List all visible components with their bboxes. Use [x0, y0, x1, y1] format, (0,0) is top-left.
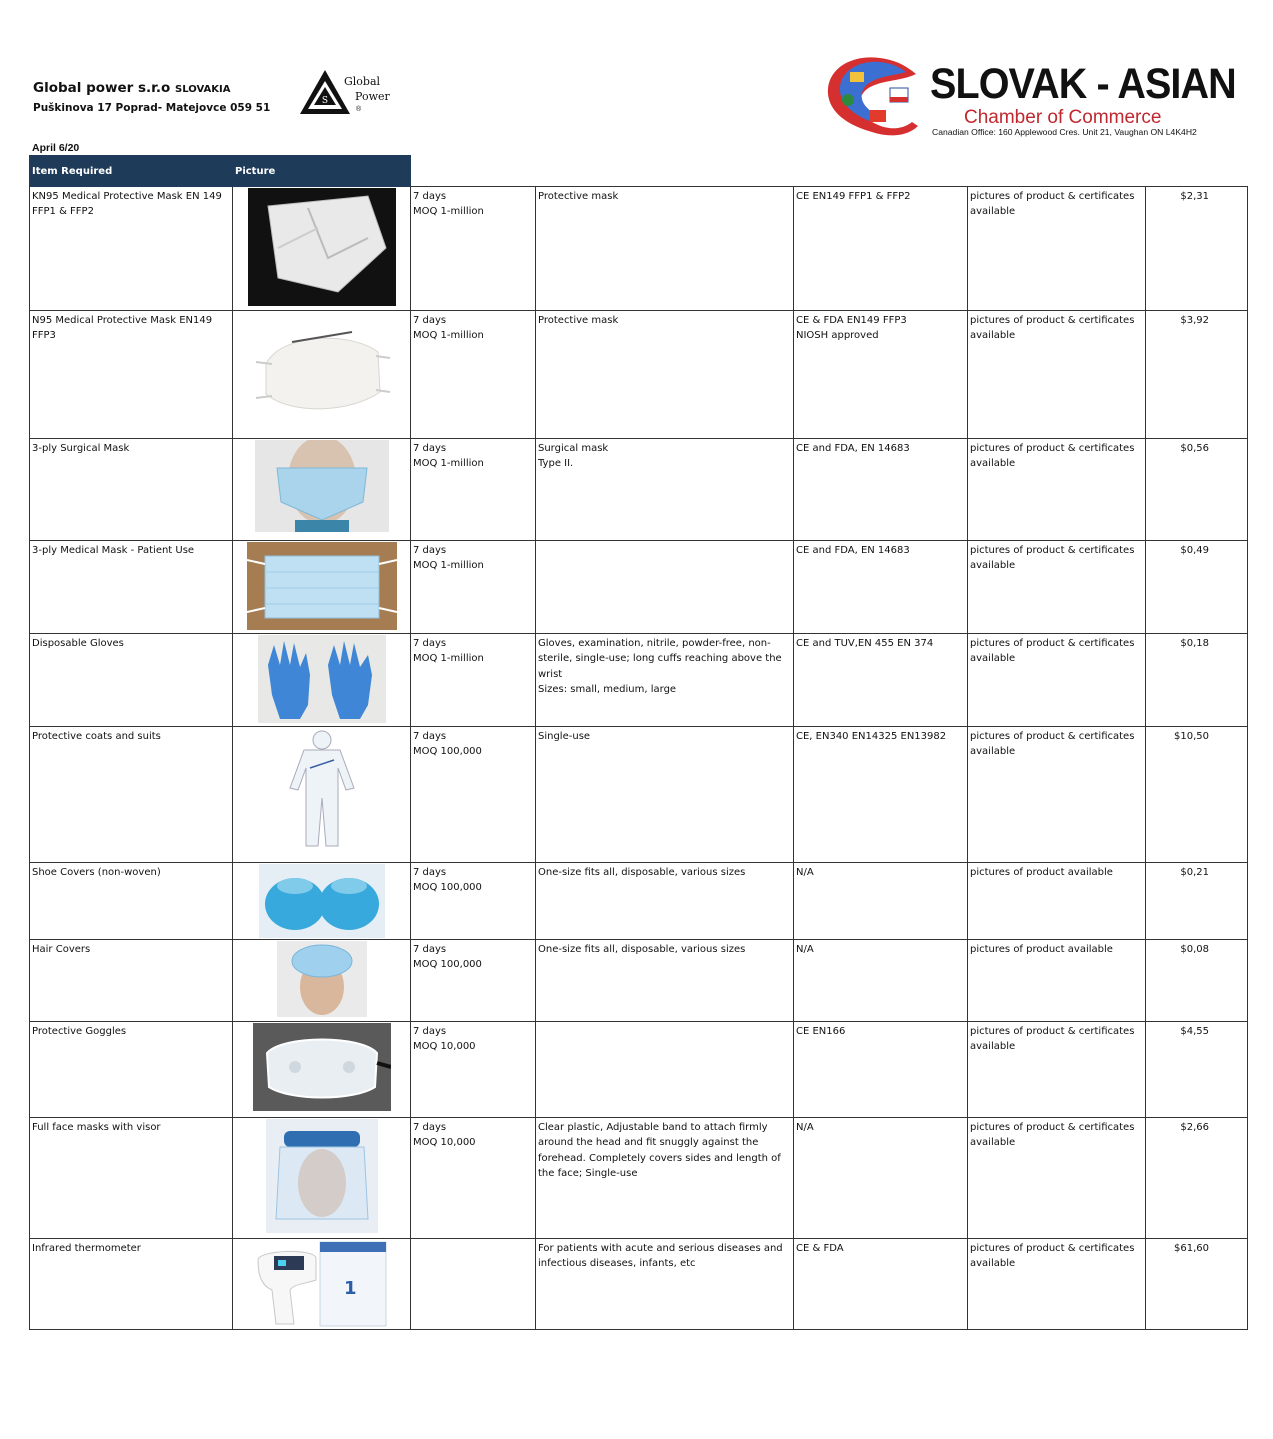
- description: Protective mask: [536, 187, 794, 311]
- documents: pictures of product & certificates available: [968, 439, 1146, 541]
- documents: pictures of product & certificates available: [968, 1022, 1146, 1118]
- medical-mask-icon: [247, 542, 397, 630]
- documents: pictures of product available: [968, 940, 1146, 1022]
- documents: pictures of product & certificates available: [968, 727, 1146, 863]
- chamber-logo: [820, 52, 1240, 147]
- picture-cell: [233, 863, 411, 940]
- surgical-mask-icon: [255, 440, 389, 532]
- svg-text:1: 1: [343, 1278, 357, 1299]
- price: $2,31: [1146, 187, 1248, 311]
- price: $0,08: [1146, 940, 1248, 1022]
- table-header-row: [30, 156, 1248, 187]
- delivery-moq: 7 days MOQ 100,000: [411, 863, 536, 940]
- header-item-required: Item Required: [30, 156, 233, 187]
- item-name: 3-ply Medical Mask - Patient Use: [30, 541, 233, 634]
- documents: pictures of product & certificates available: [968, 634, 1146, 727]
- company-name-line: [33, 80, 270, 96]
- documents: pictures of product & certificates available: [968, 187, 1146, 311]
- flags-globe-logo-icon: [820, 52, 930, 144]
- n95-mask-icon: [252, 312, 392, 432]
- delivery-moq: 7 days MOQ 1-million: [411, 311, 536, 439]
- documents: pictures of product & certificates available: [968, 311, 1146, 439]
- description: Clear plastic, Adjustable band to attach firmly around the head and fit snuggly against the forehead. Completely covers sides and length of the face; Single-use: [536, 1118, 794, 1239]
- header-blank: [968, 156, 1146, 187]
- description: For patients with acute and serious diseases and infectious diseases, infants, etc: [536, 1239, 794, 1330]
- description: Surgical mask Type II.: [536, 439, 794, 541]
- certification: CE and FDA, EN 14683: [794, 439, 968, 541]
- chamber-title: SLOVAK - ASIAN: [930, 60, 1236, 108]
- description: One-size fits all, disposable, various sizes: [536, 863, 794, 940]
- documents: pictures of product & certificates available: [968, 541, 1146, 634]
- kn95-mask-icon: [248, 188, 396, 306]
- picture-cell: [233, 439, 411, 541]
- item-name: Protective coats and suits: [30, 727, 233, 863]
- certification: CE and FDA, EN 14683: [794, 541, 968, 634]
- picture-cell: [233, 311, 411, 439]
- price: $3,92: [1146, 311, 1248, 439]
- picture-cell: [233, 1239, 411, 1330]
- picture-cell: [233, 940, 411, 1022]
- table-row: [30, 1022, 1248, 1118]
- documents: pictures of product available: [968, 863, 1146, 940]
- description: Protective mask: [536, 311, 794, 439]
- item-name: Hair Covers: [30, 940, 233, 1022]
- item-name: Shoe Covers (non-woven): [30, 863, 233, 940]
- chamber-office-address: Canadian Office: 160 Applewood Cres. Unit 21, Vaughan ON L4K4H2: [932, 127, 1197, 137]
- shoe-covers-icon: [259, 864, 385, 938]
- picture-cell: [233, 634, 411, 727]
- company-name: Global power s.r.o: [33, 80, 171, 96]
- table-row: [30, 863, 1248, 940]
- company-country: SLOVAKIA: [175, 84, 231, 95]
- item-name: Infrared thermometer: [30, 1239, 233, 1330]
- picture-cell: [233, 1022, 411, 1118]
- delivery-moq: 7 days MOQ 1-million: [411, 439, 536, 541]
- hair-cover-icon: [277, 941, 367, 1017]
- price: $4,55: [1146, 1022, 1248, 1118]
- delivery-moq: 7 days MOQ 100,000: [411, 940, 536, 1022]
- certification: N/A: [794, 940, 968, 1022]
- item-name: KN95 Medical Protective Mask EN 149 FFP1 & FFP2: [30, 187, 233, 311]
- description: [536, 541, 794, 634]
- item-name: N95 Medical Protective Mask EN149 FFP3: [30, 311, 233, 439]
- goggles-icon: [253, 1023, 391, 1111]
- description: Gloves, examination, nitrile, powder-free, non-sterile, single-use; long cuffs reaching above the wrist Sizes: small, medium, large: [536, 634, 794, 727]
- delivery-moq: 7 days MOQ 1-million: [411, 187, 536, 311]
- header-picture: Picture: [233, 156, 411, 187]
- certification: CE, EN340 EN14325 EN13982: [794, 727, 968, 863]
- header-blank: [794, 156, 968, 187]
- table-row: [30, 634, 1248, 727]
- description: One-size fits all, disposable, various sizes: [536, 940, 794, 1022]
- table-row: [30, 727, 1248, 863]
- certification: CE EN166: [794, 1022, 968, 1118]
- price: $0,21: [1146, 863, 1248, 940]
- price: $0,49: [1146, 541, 1248, 634]
- table-row: [30, 541, 1248, 634]
- face-visor-icon: [266, 1119, 378, 1233]
- logo-line-2: Power: [355, 90, 390, 103]
- delivery-moq: 7 days MOQ 100,000: [411, 727, 536, 863]
- price: $10,50: [1146, 727, 1248, 863]
- protective-suit-icon: [282, 728, 362, 854]
- picture-cell: [233, 541, 411, 634]
- svg-text:S: S: [321, 96, 329, 106]
- global-power-logo: [298, 68, 390, 118]
- certification: N/A: [794, 863, 968, 940]
- price: $0,18: [1146, 634, 1248, 727]
- picture-cell: [233, 727, 411, 863]
- delivery-moq: 7 days MOQ 10,000: [411, 1118, 536, 1239]
- table-row: [30, 1239, 1248, 1330]
- thermometer-icon: [254, 1240, 390, 1328]
- certification: CE & FDA EN149 FFP3 NIOSH approved: [794, 311, 968, 439]
- picture-cell: [233, 1118, 411, 1239]
- description: Single-use: [536, 727, 794, 863]
- item-name: Full face masks with visor: [30, 1118, 233, 1239]
- certification: CE & FDA: [794, 1239, 968, 1330]
- logo-line-1: Global: [344, 75, 381, 88]
- description: [536, 1022, 794, 1118]
- table-row: [30, 439, 1248, 541]
- company-address: Puškinova 17 Poprad- Matejovce 059 51: [33, 102, 271, 114]
- price: $0,56: [1146, 439, 1248, 541]
- delivery-moq: 7 days MOQ 1-million: [411, 634, 536, 727]
- table-row: [30, 940, 1248, 1022]
- table-row: [30, 311, 1248, 439]
- header-blank: [1146, 156, 1248, 187]
- documents: pictures of product & certificates available: [968, 1118, 1146, 1239]
- company-block: [33, 80, 270, 114]
- table-row: [30, 187, 1248, 311]
- chamber-subtitle: Chamber of Commerce: [964, 107, 1162, 128]
- product-table: [29, 155, 1248, 1330]
- document-date: April 6/20: [32, 142, 80, 154]
- table-row: [30, 1118, 1248, 1239]
- price: $2,66: [1146, 1118, 1248, 1239]
- picture-cell: [233, 187, 411, 311]
- certification: CE and TUV,EN 455 EN 374: [794, 634, 968, 727]
- header-blank: [411, 156, 536, 187]
- documents: pictures of product & certificates available: [968, 1239, 1146, 1330]
- item-name: Protective Goggles: [30, 1022, 233, 1118]
- header-blank: [536, 156, 794, 187]
- certification: N/A: [794, 1118, 968, 1239]
- certification: CE EN149 FFP1 & FFP2: [794, 187, 968, 311]
- delivery-moq: [411, 1239, 536, 1330]
- price: $61,60: [1146, 1239, 1248, 1330]
- logo-registered-mark: ®: [356, 106, 362, 113]
- delivery-moq: 7 days MOQ 1-million: [411, 541, 536, 634]
- gloves-icon: [258, 635, 386, 723]
- delivery-moq: 7 days MOQ 10,000: [411, 1022, 536, 1118]
- item-name: Disposable Gloves: [30, 634, 233, 727]
- item-name: 3-ply Surgical Mask: [30, 439, 233, 541]
